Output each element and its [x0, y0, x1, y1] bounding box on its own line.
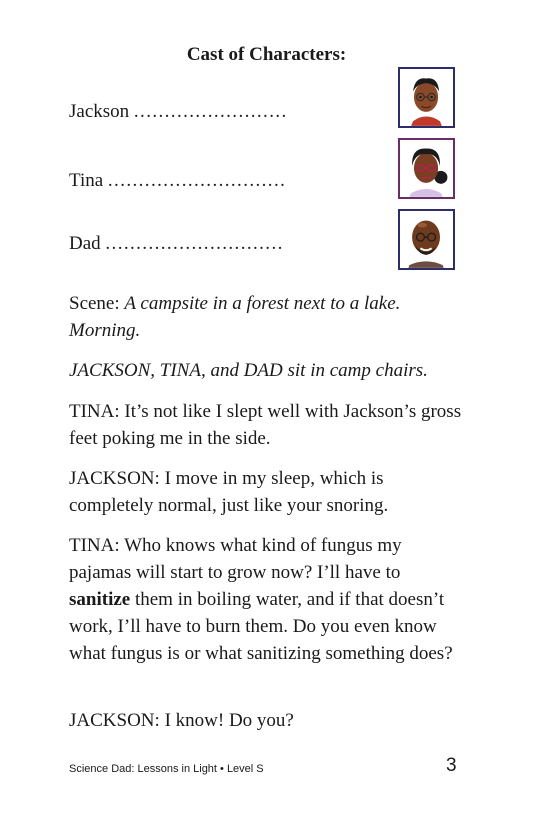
speaker-name: JACKSON: [69, 468, 160, 489]
stage-direction [69, 357, 464, 384]
cast-name: Tina [69, 170, 104, 191]
cast-row-tina [69, 170, 389, 192]
dad-portrait-icon [398, 209, 455, 270]
leader-dots: ............................. [105, 233, 284, 254]
leader-dots: ............................. [107, 170, 287, 191]
speaker-name: JACKSON: [69, 710, 160, 731]
dialogue-text: I know! Do you? [159, 710, 294, 731]
cast-row-dad [69, 233, 389, 255]
dialogue-text: I move in my sleep, which is completely normal, just like your snoring. [69, 468, 389, 516]
dialogue-text: It’s not like I slept well with Jackson’s gross feet poking me in the side. [69, 401, 462, 449]
vocabulary-word: sanitize [69, 589, 131, 610]
dialogue-text: Who knows what kind of fungus my pajamas will start to grow now? I’ll have to [69, 535, 402, 583]
cast-row-jackson [69, 101, 389, 123]
cast-name: Dad [69, 233, 101, 254]
dialogue-line [69, 707, 464, 734]
cast-title: Cast of Characters: [186, 44, 347, 65]
dialogue-line [69, 532, 464, 667]
leader-dots: ......................... [133, 101, 288, 122]
dialogue-line [69, 398, 464, 452]
speaker-name: TINA: [69, 535, 120, 556]
speaker-name: TINA: [69, 401, 120, 422]
stage-direction-text: JACKSON, TINA, and DAD sit in camp chairs. [69, 360, 428, 381]
scene-paragraph [69, 290, 464, 344]
cast-name: Jackson [69, 101, 130, 122]
scene-label: Scene: [69, 293, 125, 314]
book-title-footer: Science Dad: Lessons in Light • Level S [69, 763, 264, 775]
scene-description: A campsite in a forest next to a lake. Morning. [69, 293, 401, 341]
dialogue-line [69, 465, 464, 519]
jackson-portrait-icon [398, 67, 455, 128]
dialogue-text: them in boiling water, and if that doesn’t work, I’ll have to burn them. Do you even know what fungus is or what sanitizing something does? [69, 589, 453, 664]
page-number: 3 [446, 755, 457, 776]
tina-portrait-icon [398, 138, 455, 199]
